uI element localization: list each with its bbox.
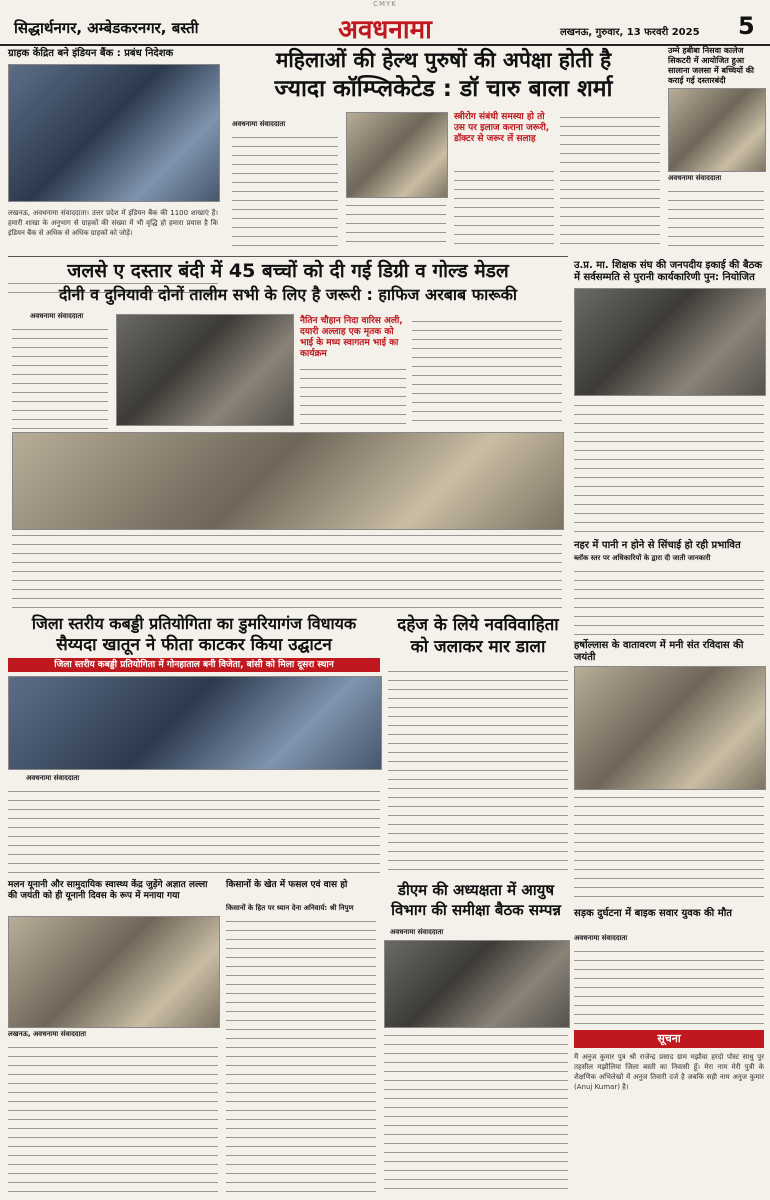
kabaddi-byline: अवधनामा संवाददाता <box>26 774 80 782</box>
farmers-subtitle: किसानों के हित पर ध्यान देना अनिवार्य: श्री निपुण <box>226 904 354 912</box>
jalsa-col4-text <box>412 316 562 424</box>
ayush-headline-line1: डीएम की अध्यक्षता में आयुष <box>397 881 555 899</box>
ayush-text <box>384 1030 568 1192</box>
malan-text <box>8 1042 218 1192</box>
habiba-text <box>668 186 764 252</box>
bank-story <box>8 48 218 237</box>
health-col2-text <box>346 200 446 250</box>
notice-body: मैं अनुज कुमार पुत्र श्री राजेन्द्र प्रसाद ग्राम मझौवा हरदो पोस्ट साधु पुर तहसील मझौलिया जिला बस्ती का निवासी हूँ। मेरा नाम मेरी पुत्री के शैक्षणिक अभिलेखों में अनुज तिवारी दर्ज है जबकि सही नाम अनुज कुमार (Anuj Kumar) है। <box>574 1053 764 1091</box>
bank-story-title: ग्राहक केंद्रित बने इंडियन बैंक : प्रबंध निदेशक <box>8 48 174 59</box>
sant-text <box>574 792 764 902</box>
newspaper-logo: अवधनामा <box>338 15 432 45</box>
teacher-union-text <box>574 400 764 534</box>
malan-photo <box>8 916 220 1028</box>
water-subtitle: ब्लॉक स्तर पर अधिकारियों के द्वारा दी जाती जानकारी <box>574 554 711 562</box>
teacher-union-photo <box>574 288 766 396</box>
jalsa-photo-1 <box>116 314 294 426</box>
kabaddi-photo <box>8 676 382 770</box>
print-color-marker: CMYK <box>373 0 397 8</box>
jalsa-kicker: नैतिन चौहान निदा वारिस अली, दयारी अल्लाह एक मृतक को भाई के मध्य स्वागतम भाई का कार्यक्रम <box>300 316 403 359</box>
masthead-date: लखनऊ, गुरुवार, 13 फरवरी 2025 <box>560 27 700 38</box>
dowry-text <box>388 666 568 874</box>
notice-title: सूचना <box>574 1030 764 1048</box>
health-col1-text <box>232 132 338 250</box>
sant-title: हर्षोल्लास के वातावरण में मनी संत रविदास की जयंती <box>574 640 744 663</box>
ayush-byline: अवधनामा संवाददाता <box>390 928 444 936</box>
jalsa-col3-text <box>300 364 406 424</box>
divider <box>8 256 568 257</box>
kabaddi-deck: जिला स्तरीय कबड्डी प्रतियोगिता में गोनहाताल बनी विजेता, बांसी को मिला दूसरा स्थान <box>8 658 380 672</box>
habiba-event-photo <box>668 88 766 172</box>
accident-title: सड़क दुर्घटना में बाइक सवार युवक की मौत <box>574 908 733 919</box>
kabaddi-headline-line1: जिला स्तरीय कबड्डी प्रतियोगिता का डुमरियागंज विधायक <box>31 614 357 633</box>
jalsa-byline: अवधनामा संवाददाता <box>30 312 84 320</box>
jalsa-text-continued <box>12 530 562 610</box>
accident-text <box>574 946 764 1026</box>
jalsa-headline-line1: जलसे ए दस्तार बंदी में 45 बच्चों को दी गई डिग्री व गोल्ड मेडल <box>67 260 509 282</box>
bank-story-body: लखनऊ, अवधनामा संवाददाता। उत्तर प्रदेश में इंडियन बैंक की 1100 शाखाएं हैं। हमारी शाखा के अनुभाग से ग्राहकों की संख्या में भी वृद्धि हो हमारा प्रयास है कि इंडियन बैंक से अधिक से अधिक ग्राहकों को जोड़ें। <box>8 209 218 237</box>
page-number: 5 <box>738 12 755 40</box>
health-col4-text <box>560 112 660 250</box>
health-kicker: स्त्रीरोग संबंधी समस्या हो तो उस पर इलाज कराना जरूरी, डॉक्टर से जरूर लें सलाह <box>454 112 550 144</box>
health-byline: अवधनामा संवाददाता <box>232 120 286 128</box>
health-headline-line1: महिलाओं की हेल्थ पुरुषों की अपेक्षा होती है <box>275 48 612 72</box>
malan-title: मलन यूनानी और सामुदायिक स्वास्थ्य केंद्र जुड़ेंगे अज्ञात लल्ला की जयंती को ही यूनानी दिवस के रूप में मनाया गया <box>8 880 208 901</box>
masthead-cities: सिद्धार्थनगर, अम्बेडकरनगर, बस्ती <box>14 19 199 37</box>
health-col3-text <box>454 166 554 250</box>
health-headline-line2: ज्यादा कॉम्प्लिकेटेड : डॉ चारु बाला शर्मा <box>274 76 613 102</box>
health-story <box>226 46 661 104</box>
farmers-text <box>226 916 376 1192</box>
malan-byline: लखनऊ, अवधनामा संवाददाता <box>8 1030 87 1038</box>
sant-photo <box>574 666 766 790</box>
habiba-byline: अवधनामा संवाददाता <box>668 174 722 182</box>
masthead <box>0 10 770 46</box>
teacher-union-title: उ.प्र. मा. शिक्षक संघ की जनपदीय इकाई की बैठक में सर्वसम्मति से पुरानी कार्यकारिणी पुन: नियोजित <box>574 260 763 283</box>
jalsa-photo-2 <box>12 432 564 530</box>
farmers-title: किसानों के खेत में फसल एवं वास हो <box>226 880 348 890</box>
water-text <box>574 566 764 636</box>
habiba-title: उम्मे हबीबा निसवा कालेज सिकटरी में आयोजित हुआ सालाना जलसा में बच्चियों की कराई गई दस्तारबंदी <box>668 46 754 85</box>
kabaddi-text <box>8 786 380 874</box>
bank-event-photo <box>8 64 220 202</box>
water-title: नहर में पानी न होने से सिंचाई हो रही प्रभावित <box>574 540 741 551</box>
ayush-headline-line2: विभाग की समीक्षा बैठक सम्पन्न <box>391 901 561 919</box>
doctor-portrait-photo <box>346 112 448 198</box>
dowry-headline-line1: दहेज के लिये नवविवाहिता <box>397 615 559 635</box>
kabaddi-headline-line2: सैय्यदा खातून ने फीता काटकर किया उद्घाटन <box>56 635 332 655</box>
accident-byline: अवधनामा संवाददाता <box>574 934 628 942</box>
dowry-headline-line2: को जलाकर मार डाला <box>410 637 546 657</box>
ayush-meeting-photo <box>384 940 570 1028</box>
jalsa-headline-line2: दीनी व दुनियावी दोनों तालीम सभी के लिए है जरूरी : हाफिज अरबाब फारूकी <box>58 285 518 304</box>
